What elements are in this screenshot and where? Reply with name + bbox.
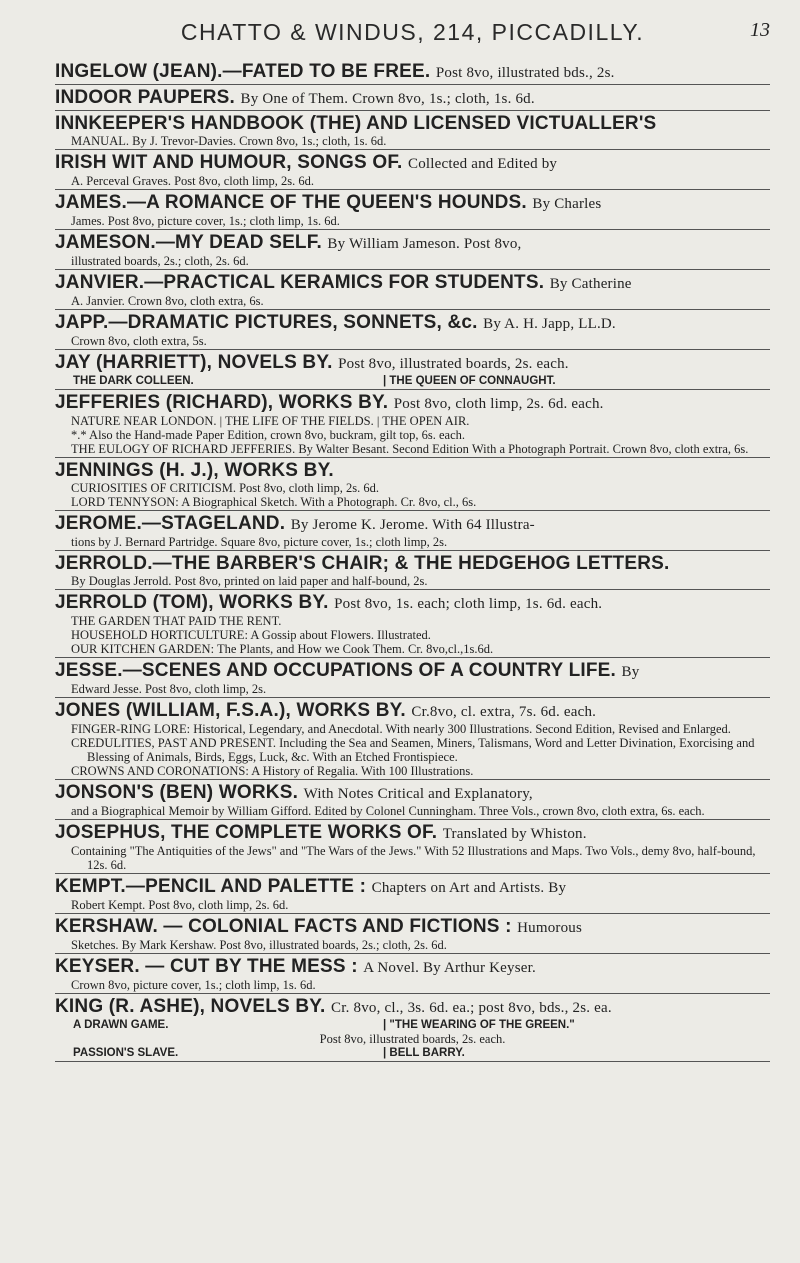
catalogue-entry: [55, 153, 770, 190]
entry-titles-row: [55, 1018, 770, 1032]
entry-title: JESSE.—SCENES AND OCCUPATIONS OF A COUNTRY LIFE.: [55, 660, 617, 681]
entry-title: IRISH WIT AND HUMOUR, SONGS OF.: [55, 152, 403, 173]
entry-title-item: THE DARK COLLEEN.: [73, 375, 194, 387]
entry-heading: [55, 153, 770, 174]
catalogue-entry: [55, 233, 770, 270]
entry-subtitle: Cr.8vo, cl. extra, 7s. 6d. each.: [411, 704, 597, 720]
entry-heading: [55, 917, 770, 938]
entry-line: and a Biographical Memoir by William Gifford. Edited by Colonel Cunningham. Three Vols., crown 8vo, cloth extra, 6s. each.: [71, 804, 705, 818]
entry-heading: [55, 593, 770, 614]
entry-title: KING (R. ASHE), NOVELS BY.: [55, 996, 326, 1017]
entry-heading: [55, 88, 770, 109]
entry-line: Edward Jesse. Post 8vo, cloth limp, 2s.: [71, 682, 267, 696]
entry-line: Crown 8vo, picture cover, 1s.; cloth limp, 1s. 6d.: [71, 978, 316, 992]
entry-title: JAY (HARRIETT), NOVELS BY.: [55, 352, 333, 373]
catalogue-entry: [55, 393, 770, 458]
entry-title: JERROLD (TOM), WORKS BY.: [55, 592, 329, 613]
entry-line: FINGER-RING LORE: Historical, Legendary, and Anecdotal. With nearly 300 Illustrations. Second Edition, Revised and Enlarged.: [71, 722, 731, 736]
entry-title-item: | BELL BARRY.: [383, 1047, 465, 1059]
entry-title: JOSEPHUS, THE COMPLETE WORKS OF.: [55, 822, 438, 843]
catalogue-entry: [55, 957, 770, 994]
entry-line: Containing "The Antiquities of the Jews" and "The Wars of the Jews." With 52 Illustrations and Maps. Two Vols., demy 8vo, half-bound, 12s. 6d.: [71, 844, 756, 872]
entry-heading: [55, 514, 770, 535]
catalogue-entry: [55, 353, 770, 390]
catalogue-page: [55, 0, 770, 1065]
entry-title: KEYSER. — CUT BY THE MESS :: [55, 956, 358, 977]
entry-subtitle: Collected and Edited by: [407, 156, 558, 172]
entry-subtitle: A Novel. By Arthur Keyser.: [363, 960, 536, 976]
entry-title: JONSON'S (BEN) WORKS.: [55, 782, 299, 803]
entry-line: CREDULITIES, PAST AND PRESENT. Including the Sea and Seamen, Miners, Talismans, Word and Letter Divination, Exorcising and Blessing of Animals, Birds, Eggs, Luck, &c. With an Etched Frontispiece.: [71, 736, 755, 764]
entry-subtitle: By Charles: [532, 196, 602, 212]
entry-line: Crown 8vo, cloth extra, 5s.: [71, 334, 207, 348]
entry-line: Robert Kempt. Post 8vo, cloth limp, 2s. 6d.: [71, 898, 289, 912]
entry-subtitle: By A. H. Japp, LL.D.: [483, 316, 616, 332]
entry-heading: [55, 114, 770, 134]
entry-heading: [55, 461, 770, 481]
entry-title: KEMPT.—PENCIL AND PALETTE :: [55, 876, 367, 897]
entry-line: A. Perceval Graves. Post 8vo, cloth limp, 2s. 6d.: [71, 174, 315, 188]
entry-heading: [55, 193, 770, 214]
catalogue-entry: [55, 193, 770, 230]
catalogue-entry: [55, 917, 770, 954]
entry-subtitle: By: [621, 664, 640, 680]
entry-heading: [55, 62, 770, 83]
entry-line: By Douglas Jerrold. Post 8vo, printed on laid paper and half-bound, 2s.: [71, 574, 428, 588]
entry-heading: [55, 701, 770, 722]
entry-heading: [55, 877, 770, 898]
entry-subtitle: Translated by Whiston.: [442, 826, 587, 842]
entry-line: Sketches. By Mark Kershaw. Post 8vo, illustrated boards, 2s.; cloth, 2s. 6d.: [71, 938, 447, 952]
entry-titles-row: [55, 1046, 770, 1060]
catalogue-entry: [55, 461, 770, 511]
page-header: [55, 0, 770, 62]
entry-subtitle: By William Jameson. Post 8vo,: [327, 236, 522, 252]
entry-subtitle: Humorous: [517, 920, 583, 936]
entry-subtitle: By One of Them. Crown 8vo, 1s.; cloth, 1s. 6d.: [240, 91, 535, 107]
entry-title: JAMES.—A ROMANCE OF THE QUEEN'S HOUNDS.: [55, 192, 527, 213]
entry-line: tions by J. Bernard Partridge. Square 8vo, picture cover, 1s.; cloth limp, 2s.: [71, 535, 448, 549]
entry-title: JENNINGS (H. J.), WORKS BY.: [55, 460, 334, 481]
entry-heading: [55, 353, 770, 374]
catalogue-entry: [55, 62, 770, 85]
entry-line: A. Janvier. Crown 8vo, cloth extra, 6s.: [71, 294, 264, 308]
entry-title-item: | THE QUEEN OF CONNAUGHT.: [383, 375, 556, 387]
entry-subtitle: Cr. 8vo, cl., 3s. 6d. ea.; post 8vo, bds., 2s. ea.: [331, 1000, 612, 1016]
entry-line: CROWNS AND CORONATIONS: A History of Regalia. With 100 Illustrations.: [71, 764, 474, 778]
entry-heading: [55, 783, 770, 804]
entry-line: THE EULOGY OF RICHARD JEFFERIES. By Walter Besant. Second Edition With a Photograph Portrait. Crown 8vo, cloth extra, 6s.: [71, 442, 749, 456]
catalogue-entry: [55, 877, 770, 914]
entry-title: JERROLD.—THE BARBER'S CHAIR; & THE HEDGEHOG LETTERS.: [55, 553, 670, 574]
entry-heading: [55, 393, 770, 414]
catalogue-entry: [55, 114, 770, 150]
catalogue-entry: [55, 823, 770, 874]
entry-subtitle: Post 8vo, illustrated boards, 2s. each.: [338, 356, 569, 372]
entry-title: JANVIER.—PRACTICAL KERAMICS FOR STUDENTS.: [55, 272, 545, 293]
entry-title: JAPP.—DRAMATIC PICTURES, SONNETS, &c.: [55, 312, 478, 333]
entry-heading: [55, 823, 770, 844]
entry-title-item: PASSION'S SLAVE.: [73, 1047, 179, 1059]
entry-title: KERSHAW. — COLONIAL FACTS AND FICTIONS :: [55, 916, 512, 937]
catalogue-entry: [55, 701, 770, 780]
entry-subtitle: Post 8vo, cloth limp, 2s. 6d. each.: [393, 396, 604, 412]
entry-subtitle: By Jerome K. Jerome. With 64 Illustra-: [290, 517, 535, 533]
entry-heading: [55, 957, 770, 978]
entry-line: HOUSEHOLD HORTICULTURE: A Gossip about Flowers. Illustrated.: [71, 628, 431, 642]
entry-subtitle: Post 8vo, illustrated bds., 2s.: [435, 65, 615, 81]
entry-heading: [55, 313, 770, 334]
entry-line: MANUAL. By J. Trevor-Davies. Crown 8vo, 1s.; cloth, 1s. 6d.: [71, 134, 387, 148]
entry-heading: [55, 273, 770, 294]
entry-title: JEROME.—STAGELAND.: [55, 513, 286, 534]
entry-line: CURIOSITIES OF CRITICISM. Post 8vo, cloth limp, 2s. 6d.: [71, 481, 380, 495]
catalogue-entry: [55, 88, 770, 111]
entry-subtitle: By Catherine: [549, 276, 632, 292]
entry-heading: [55, 661, 770, 682]
catalogue-entry: [55, 313, 770, 350]
entry-line: OUR KITCHEN GARDEN: The Plants, and How we Cook Them. Cr. 8vo,cl.,1s.6d.: [71, 642, 494, 656]
catalogue-entry: [55, 514, 770, 551]
entry-subtitle: Chapters on Art and Artists. By: [371, 880, 567, 896]
entry-title: INGELOW (JEAN).—FATED TO BE FREE.: [55, 61, 431, 82]
entry-line: Post 8vo, illustrated boards, 2s. each.: [319, 1032, 506, 1046]
entry-heading: [55, 233, 770, 254]
catalogue-entries: [55, 62, 770, 1062]
page-number: 13: [750, 19, 770, 41]
entry-line: illustrated boards, 2s.; cloth, 2s. 6d.: [71, 254, 249, 268]
entry-title: JEFFERIES (RICHARD), WORKS BY.: [55, 392, 389, 413]
entry-title: JONES (WILLIAM, F.S.A.), WORKS BY.: [55, 700, 406, 721]
entry-line: LORD TENNYSON: A Biographical Sketch. With a Photograph. Cr. 8vo, cl., 6s.: [71, 495, 477, 509]
catalogue-entry: [55, 997, 770, 1062]
catalogue-entry: [55, 783, 770, 820]
entry-subtitle: With Notes Critical and Explanatory,: [303, 786, 533, 802]
entry-title: JAMESON.—MY DEAD SELF.: [55, 232, 322, 253]
catalogue-entry: [55, 554, 770, 590]
entry-subtitle: Post 8vo, 1s. each; cloth limp, 1s. 6d. each.: [334, 596, 603, 612]
catalogue-entry: [55, 273, 770, 310]
publisher-heading: CHATTO & WINDUS, 214, PICCADILLY.: [180, 19, 645, 45]
entry-title-item: A DRAWN GAME.: [73, 1019, 169, 1031]
entry-line: James. Post 8vo, picture cover, 1s.; cloth limp, 1s. 6d.: [71, 214, 340, 228]
entry-line: NATURE NEAR LONDON. | THE LIFE OF THE FIELDS. | THE OPEN AIR.: [71, 414, 470, 428]
entry-line: *.* Also the Hand-made Paper Edition, crown 8vo, buckram, gilt top, 6s. each.: [71, 428, 466, 442]
entry-titles-row: [55, 374, 770, 388]
catalogue-entry: [55, 593, 770, 658]
catalogue-entry: [55, 661, 770, 698]
entry-line: THE GARDEN THAT PAID THE RENT.: [71, 614, 282, 628]
entry-heading: [55, 554, 770, 574]
entry-heading: [55, 997, 770, 1018]
entry-title: INNKEEPER'S HANDBOOK (THE) AND LICENSED VICTUALLER'S: [55, 113, 657, 134]
entry-title: INDOOR PAUPERS.: [55, 87, 236, 108]
entry-title-item: | "THE WEARING OF THE GREEN.": [383, 1019, 575, 1031]
